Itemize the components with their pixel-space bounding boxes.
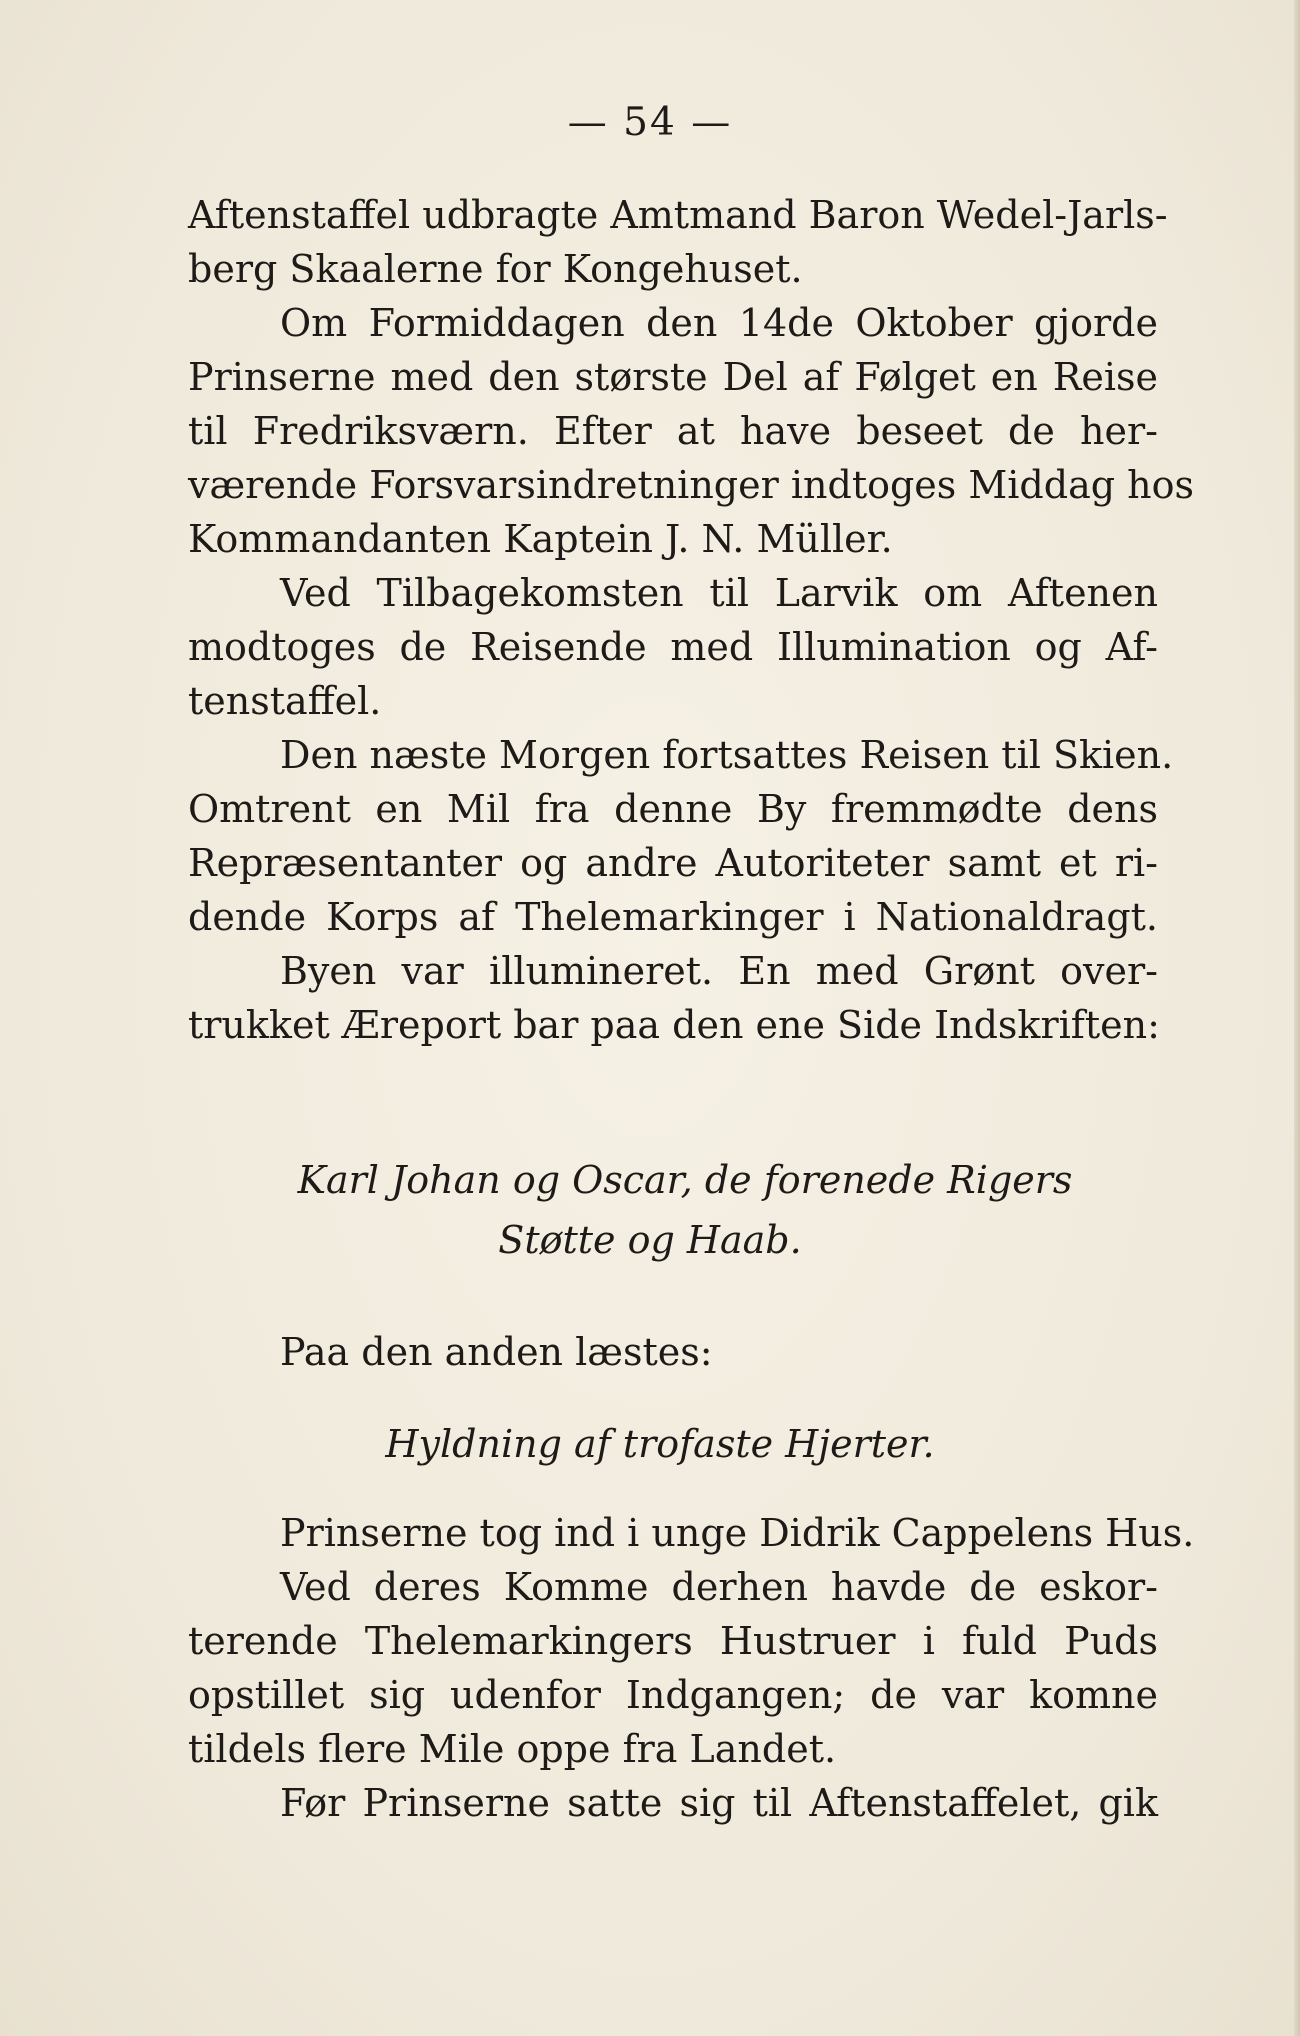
other-side-label: Paa den anden læstes: [280, 1330, 713, 1374]
text-line: terende Thelemarkingers Hustruer i fuld Puds [188, 1619, 1158, 1663]
text-line: til Fredriksværn. Efter at have beseet de her- [188, 409, 1158, 453]
body-text-lower [188, 1506, 1195, 1830]
page-number: — 54 — [567, 100, 733, 145]
text-line: Ved Tilbagekomsten til Larvik om Aftenen [280, 571, 1158, 615]
text-line: Den næste Morgen fortsattes Reisen til Skien. [280, 733, 1174, 777]
text-line: modtoges de Reisende med Illumination og Af- [188, 625, 1158, 669]
text-line: værende Forsvarsindretninger indtoges Middag hos [188, 463, 1194, 507]
inscription-one [0, 1150, 1300, 1270]
text-line: tildels flere Mile oppe fra Landet. [188, 1727, 837, 1771]
body-text-upper [188, 188, 1194, 1052]
inscription-one-line1: Karl Johan og Oscar, de forenede Rigers [297, 1158, 1073, 1202]
text-line: opstillet sig udenfor Indgangen; de var komne [188, 1673, 1158, 1717]
text-line: Prinserne tog ind i unge Didrik Cappelens Hus. [280, 1511, 1195, 1555]
inscription-one-line2: Støtte og Haab. [498, 1218, 802, 1262]
text-line: Byen var illumineret. En med Grønt over- [280, 949, 1158, 993]
text-line: trukket Æreport bar paa den ene Side Indskriften: [188, 1003, 1160, 1047]
text-line: berg Skaalerne for Kongehuset. [188, 247, 803, 291]
text-line: Om Formiddagen den 14de Oktober gjorde [280, 301, 1158, 345]
text-line: Kommandanten Kaptein J. N. Müller. [188, 517, 893, 561]
inscription-two: Hyldning af trofaste Hjerter. [385, 1422, 935, 1466]
text-line: dende Korps af Thelemarkinger i Nationaldragt. [188, 895, 1158, 939]
text-line: Prinserne med den største Del af Følget en Reise [188, 355, 1158, 399]
text-line: Aftenstaffel udbragte Amtmand Baron Wedel-Jarls- [188, 193, 1168, 237]
page-edge [1294, 0, 1300, 2036]
text-line: Repræsentanter og andre Autoriteter samt et ri- [188, 841, 1158, 885]
text-line: tenstaffel. [188, 679, 382, 723]
text-line: Før Prinserne satte sig til Aftenstaffelet, gik [280, 1781, 1158, 1825]
text-line: Omtrent en Mil fra denne By fremmødte dens [188, 787, 1158, 831]
text-line: Ved deres Komme derhen havde de eskor- [280, 1565, 1158, 1609]
